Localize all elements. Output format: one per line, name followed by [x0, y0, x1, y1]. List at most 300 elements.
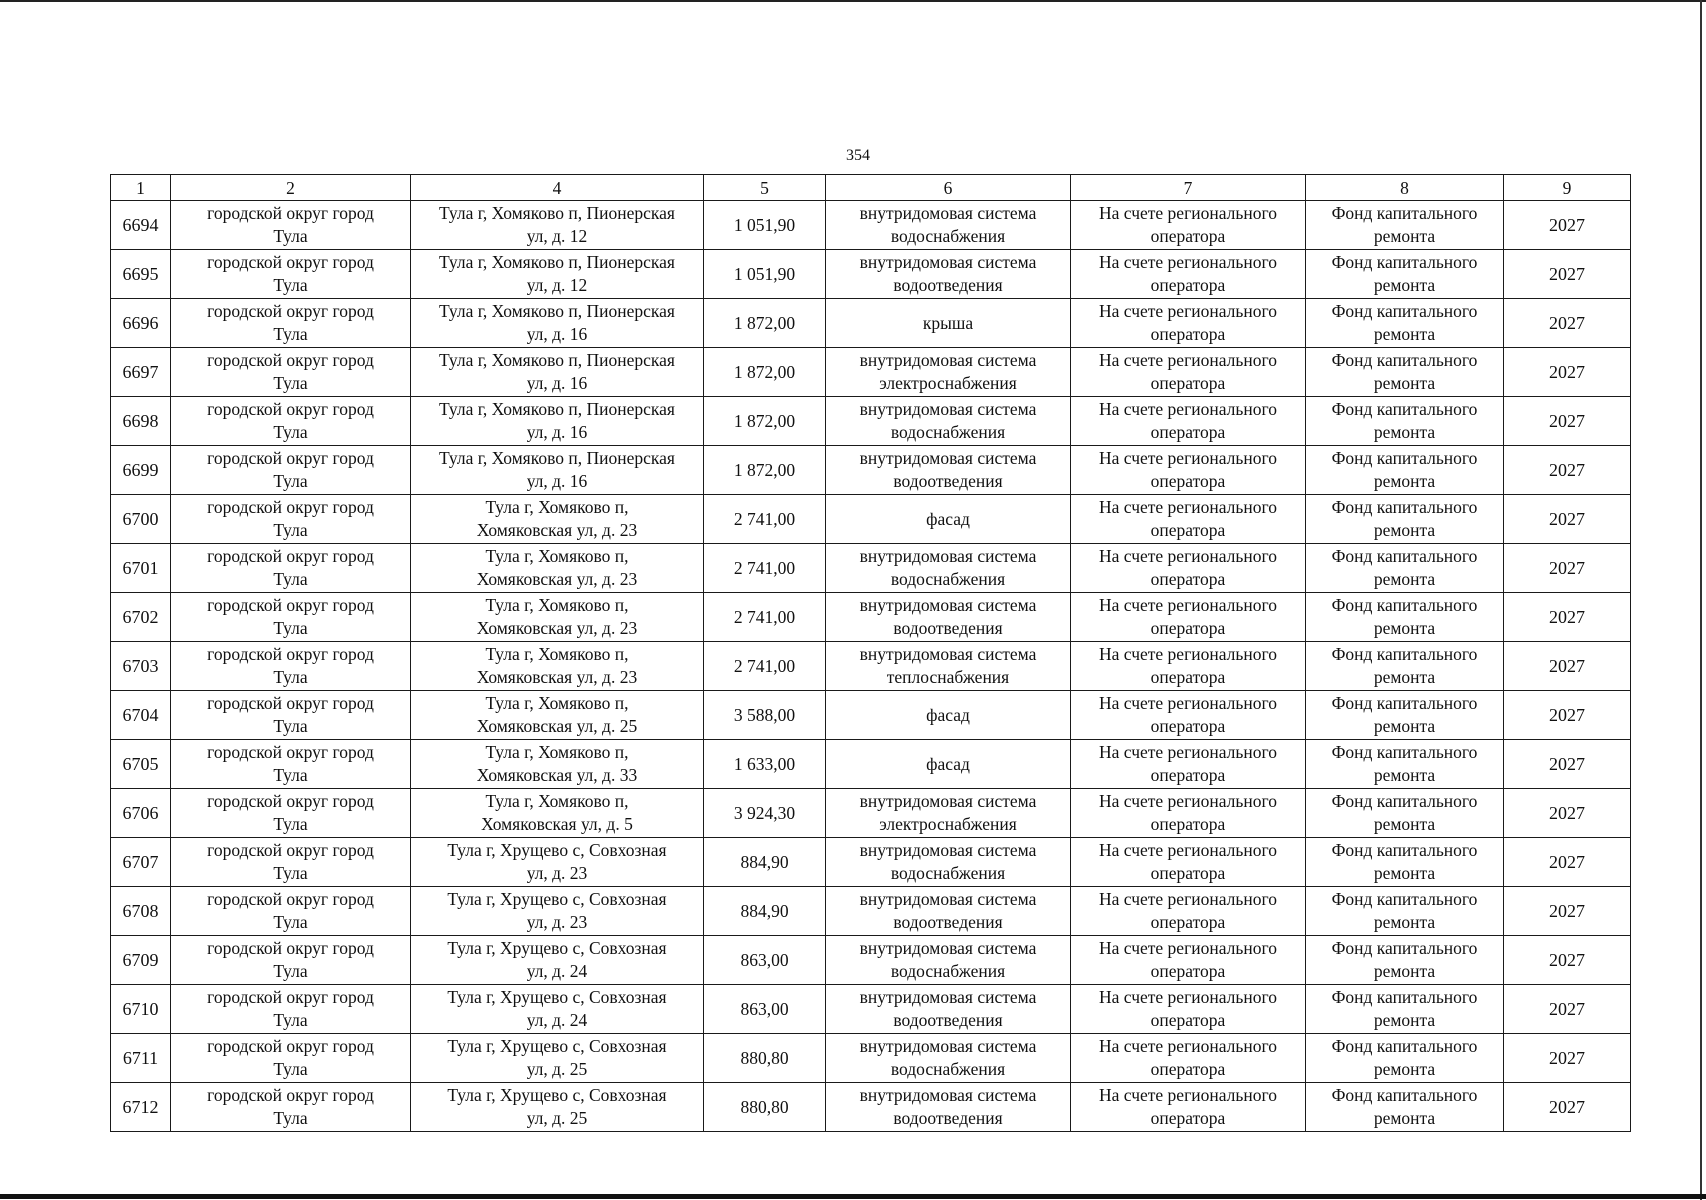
- cell-address: [411, 593, 704, 642]
- cell-funding-source-line: ремонта: [1373, 912, 1436, 932]
- cell-row-number: 6710: [111, 985, 171, 1034]
- cell-row-number: 6709: [111, 936, 171, 985]
- cell-address-line: ул, д. 23: [526, 863, 588, 883]
- cell-funding-source-line: Фонд капитального: [1331, 595, 1478, 615]
- cell-account-method-line: На счете регионального: [1099, 938, 1277, 958]
- table-row: [111, 1083, 1631, 1132]
- cell-work-type: [826, 348, 1071, 397]
- cell-row-number: 6697: [111, 348, 171, 397]
- cell-funding-source: [1306, 1034, 1504, 1083]
- cell-municipality-line: Тула: [273, 814, 308, 834]
- cell-area: 880,80: [704, 1034, 826, 1083]
- cell-account-method: [1071, 397, 1306, 446]
- cell-address-line: Хомяковская ул, д. 5: [481, 814, 633, 834]
- cell-account-method-line: оператора: [1150, 471, 1226, 491]
- cell-account-method: [1071, 985, 1306, 1034]
- table-row: [111, 397, 1631, 446]
- cell-account-method-line: На счете регионального: [1099, 791, 1277, 811]
- cell-account-method-line: На счете регионального: [1099, 1085, 1277, 1105]
- cell-area: 1 051,90: [704, 250, 826, 299]
- cell-address-line: ул, д. 25: [526, 1108, 588, 1128]
- cell-funding-source: [1306, 838, 1504, 887]
- cell-work-type-line: внутридомовая система: [859, 252, 1037, 272]
- cell-municipality: [171, 691, 411, 740]
- cell-municipality: [171, 838, 411, 887]
- cell-work-type-line: водоснабжения: [890, 569, 1006, 589]
- cell-work-type-line: водоснабжения: [890, 961, 1006, 981]
- table-row: [111, 348, 1631, 397]
- cell-work-type-line: фасад: [926, 704, 970, 725]
- repair-schedule-table: [110, 174, 1631, 1132]
- cell-work-type: [826, 936, 1071, 985]
- cell-account-method-line: На счете регионального: [1099, 546, 1277, 566]
- cell-account-method-line: оператора: [1150, 1108, 1226, 1128]
- cell-work-type-line: теплоснабжения: [886, 667, 1010, 687]
- cell-work-type-line: фасад: [926, 508, 970, 529]
- cell-account-method: [1071, 691, 1306, 740]
- cell-funding-source-line: ремонта: [1373, 569, 1436, 589]
- cell-funding-source-line: Фонд капитального: [1331, 301, 1478, 321]
- cell-year: 2027: [1504, 1034, 1631, 1083]
- cell-address: [411, 985, 704, 1034]
- cell-address: [411, 1034, 704, 1083]
- cell-address-line: ул, д. 23: [526, 912, 588, 932]
- cell-funding-source-line: Фонд капитального: [1331, 791, 1478, 811]
- cell-year: 2027: [1504, 250, 1631, 299]
- cell-address-line: Хомяковская ул, д. 23: [476, 667, 638, 687]
- cell-address: [411, 887, 704, 936]
- cell-area: 884,90: [704, 887, 826, 936]
- cell-municipality: [171, 985, 411, 1034]
- cell-address-line: Тула г, Хомяково п,: [485, 546, 629, 566]
- cell-work-type-line: водоотведения: [893, 912, 1003, 932]
- cell-address-line: Тула г, Хомяково п,: [485, 644, 629, 664]
- cell-year: 2027: [1504, 838, 1631, 887]
- cell-address-line: Тула г, Хрущево с, Совхозная: [447, 840, 667, 860]
- cell-municipality-line: городской округ город: [207, 889, 374, 909]
- cell-work-type: [826, 838, 1071, 887]
- cell-work-type-line: внутридомовая система: [859, 1085, 1037, 1105]
- cell-funding-source-line: Фонд капитального: [1331, 546, 1478, 566]
- cell-address-line: Тула г, Хомяково п, Пионерская: [439, 252, 675, 272]
- table-row: [111, 593, 1631, 642]
- cell-address: [411, 789, 704, 838]
- cell-municipality-line: городской округ город: [207, 448, 374, 468]
- cell-address: [411, 936, 704, 985]
- cell-funding-source-line: ремонта: [1373, 765, 1436, 785]
- cell-account-method-line: оператора: [1150, 716, 1226, 736]
- cell-account-method-line: оператора: [1150, 324, 1226, 344]
- cell-municipality-line: Тула: [273, 716, 308, 736]
- cell-municipality-line: Тула: [273, 961, 308, 981]
- header-row: [111, 175, 1631, 201]
- cell-address-line: Хомяковская ул, д. 33: [476, 765, 638, 785]
- cell-year: 2027: [1504, 593, 1631, 642]
- cell-account-method-line: На счете регионального: [1099, 595, 1277, 615]
- cell-funding-source-line: ремонта: [1373, 1010, 1436, 1030]
- cell-work-type-line: внутридомовая система: [859, 203, 1037, 223]
- cell-area: 863,00: [704, 985, 826, 1034]
- cell-account-method-line: оператора: [1150, 961, 1226, 981]
- column-header: 1: [111, 175, 171, 201]
- cell-account-method-line: оператора: [1150, 912, 1226, 932]
- table-row: [111, 495, 1631, 544]
- cell-address-line: ул, д. 24: [526, 961, 588, 981]
- table-header: [111, 175, 1631, 201]
- table-row: [111, 1034, 1631, 1083]
- cell-work-type-line: внутридомовая система: [859, 399, 1037, 419]
- cell-funding-source: [1306, 985, 1504, 1034]
- cell-work-type: [826, 201, 1071, 250]
- cell-account-method-line: На счете регионального: [1099, 350, 1277, 370]
- cell-funding-source: [1306, 446, 1504, 495]
- cell-year: 2027: [1504, 201, 1631, 250]
- cell-address-line: ул, д. 12: [526, 226, 588, 246]
- cell-funding-source-line: ремонта: [1373, 716, 1436, 736]
- cell-account-method: [1071, 789, 1306, 838]
- cell-funding-source: [1306, 691, 1504, 740]
- cell-funding-source-line: Фонд капитального: [1331, 497, 1478, 517]
- cell-address-line: Тула г, Хрущево с, Совхозная: [447, 1085, 667, 1105]
- cell-municipality: [171, 593, 411, 642]
- cell-account-method-line: На счете регионального: [1099, 889, 1277, 909]
- cell-address: [411, 201, 704, 250]
- cell-account-method: [1071, 936, 1306, 985]
- cell-funding-source-line: Фонд капитального: [1331, 840, 1478, 860]
- cell-address-line: ул, д. 12: [526, 275, 588, 295]
- cell-municipality-line: городской округ город: [207, 693, 374, 713]
- cell-account-method-line: На счете регионального: [1099, 840, 1277, 860]
- cell-year: 2027: [1504, 789, 1631, 838]
- cell-area: 3 924,30: [704, 789, 826, 838]
- cell-account-method: [1071, 1034, 1306, 1083]
- cell-work-type: [826, 1083, 1071, 1132]
- cell-work-type: [826, 887, 1071, 936]
- cell-funding-source: [1306, 887, 1504, 936]
- cell-year: 2027: [1504, 691, 1631, 740]
- cell-row-number: 6706: [111, 789, 171, 838]
- cell-account-method-line: На счете регионального: [1099, 987, 1277, 1007]
- cell-address-line: Тула г, Хомяково п, Пионерская: [439, 350, 675, 370]
- cell-account-method-line: На счете регионального: [1099, 742, 1277, 762]
- cell-year: 2027: [1504, 642, 1631, 691]
- cell-account-method-line: оператора: [1150, 1010, 1226, 1030]
- cell-address-line: Тула г, Хомяково п, Пионерская: [439, 399, 675, 419]
- cell-work-type: [826, 691, 1071, 740]
- cell-funding-source-line: Фонд капитального: [1331, 252, 1478, 272]
- cell-municipality: [171, 642, 411, 691]
- cell-area: 884,90: [704, 838, 826, 887]
- cell-work-type: [826, 593, 1071, 642]
- cell-row-number: 6700: [111, 495, 171, 544]
- cell-funding-source: [1306, 201, 1504, 250]
- page-number: 354: [846, 147, 870, 164]
- cell-row-number: 6695: [111, 250, 171, 299]
- cell-row-number: 6704: [111, 691, 171, 740]
- cell-row-number: 6707: [111, 838, 171, 887]
- cell-funding-source-line: Фонд капитального: [1331, 889, 1478, 909]
- cell-work-type-line: внутридомовая система: [859, 546, 1037, 566]
- cell-row-number: 6696: [111, 299, 171, 348]
- cell-account-method-line: На счете регионального: [1099, 448, 1277, 468]
- column-header: 6: [826, 175, 1071, 201]
- cell-row-number: 6702: [111, 593, 171, 642]
- cell-address-line: Тула г, Хомяково п,: [485, 497, 629, 517]
- cell-funding-source-line: Фонд капитального: [1331, 350, 1478, 370]
- cell-account-method: [1071, 544, 1306, 593]
- cell-address-line: Тула г, Хрущево с, Совхозная: [447, 938, 667, 958]
- cell-municipality-line: Тула: [273, 618, 308, 638]
- cell-account-method-line: На счете регионального: [1099, 203, 1277, 223]
- column-header: 8: [1306, 175, 1504, 201]
- cell-municipality-line: городской округ город: [207, 252, 374, 272]
- cell-row-number: 6708: [111, 887, 171, 936]
- cell-municipality-line: городской округ город: [207, 987, 374, 1007]
- cell-area: 863,00: [704, 936, 826, 985]
- cell-funding-source-line: ремонта: [1373, 961, 1436, 981]
- cell-municipality: [171, 495, 411, 544]
- cell-address-line: Тула г, Хомяково п,: [485, 791, 629, 811]
- cell-funding-source-line: ремонта: [1373, 324, 1436, 344]
- cell-municipality-line: городской округ город: [207, 791, 374, 811]
- cell-work-type-line: водоотведения: [893, 471, 1003, 491]
- cell-funding-source: [1306, 1083, 1504, 1132]
- cell-funding-source-line: Фонд капитального: [1331, 693, 1478, 713]
- column-header: 2: [171, 175, 411, 201]
- cell-municipality-line: городской округ город: [207, 399, 374, 419]
- cell-municipality-line: Тула: [273, 373, 308, 393]
- cell-work-type-line: водоснабжения: [890, 422, 1006, 442]
- cell-work-type-line: водоотведения: [893, 618, 1003, 638]
- cell-municipality-line: Тула: [273, 226, 308, 246]
- cell-account-method-line: оператора: [1150, 814, 1226, 834]
- cell-account-method: [1071, 1083, 1306, 1132]
- table-row: [111, 544, 1631, 593]
- cell-funding-source: [1306, 299, 1504, 348]
- cell-municipality-line: Тула: [273, 422, 308, 442]
- cell-municipality: [171, 201, 411, 250]
- cell-work-type-line: внутридомовая система: [859, 938, 1037, 958]
- cell-work-type-line: крыша: [922, 312, 974, 333]
- cell-municipality-line: городской округ город: [207, 938, 374, 958]
- cell-municipality-line: Тула: [273, 1108, 308, 1128]
- cell-municipality-line: Тула: [273, 324, 308, 344]
- cell-area: 1 051,90: [704, 201, 826, 250]
- table-row: [111, 299, 1631, 348]
- cell-municipality: [171, 397, 411, 446]
- cell-work-type-line: водоотведения: [893, 1108, 1003, 1128]
- cell-area: 2 741,00: [704, 544, 826, 593]
- cell-year: 2027: [1504, 985, 1631, 1034]
- cell-area: 1 872,00: [704, 348, 826, 397]
- cell-funding-source: [1306, 936, 1504, 985]
- cell-address-line: Тула г, Хомяково п,: [485, 742, 629, 762]
- cell-year: 2027: [1504, 397, 1631, 446]
- cell-funding-source: [1306, 789, 1504, 838]
- cell-municipality-line: Тула: [273, 667, 308, 687]
- cell-address-line: ул, д. 25: [526, 1059, 588, 1079]
- cell-address-line: Хомяковская ул, д. 23: [476, 618, 638, 638]
- cell-row-number: 6703: [111, 642, 171, 691]
- cell-work-type-line: водоснабжения: [890, 863, 1006, 883]
- cell-account-method-line: На счете регионального: [1099, 497, 1277, 517]
- cell-row-number: 6711: [111, 1034, 171, 1083]
- cell-account-method-line: На счете регионального: [1099, 252, 1277, 272]
- cell-address-line: Хомяковская ул, д. 23: [476, 569, 638, 589]
- cell-address: [411, 642, 704, 691]
- cell-work-type-line: водоотведения: [893, 1010, 1003, 1030]
- cell-account-method-line: На счете регионального: [1099, 644, 1277, 664]
- cell-work-type: [826, 1034, 1071, 1083]
- cell-funding-source: [1306, 250, 1504, 299]
- cell-funding-source: [1306, 593, 1504, 642]
- cell-work-type-line: водоотведения: [893, 275, 1003, 295]
- cell-municipality-line: Тула: [273, 1059, 308, 1079]
- cell-address-line: Тула г, Хрущево с, Совхозная: [447, 987, 667, 1007]
- cell-municipality-line: городской округ город: [207, 497, 374, 517]
- cell-work-type-line: электроснабжения: [879, 373, 1017, 393]
- cell-municipality: [171, 299, 411, 348]
- cell-funding-source-line: Фонд капитального: [1331, 644, 1478, 664]
- cell-work-type: [826, 544, 1071, 593]
- column-header: 4: [411, 175, 704, 201]
- cell-work-type: [826, 446, 1071, 495]
- cell-address-line: Тула г, Хрущево с, Совхозная: [447, 889, 667, 909]
- cell-address: [411, 691, 704, 740]
- cell-address-line: ул, д. 16: [526, 471, 588, 491]
- cell-funding-source-line: Фонд капитального: [1331, 203, 1478, 223]
- cell-municipality: [171, 789, 411, 838]
- cell-year: 2027: [1504, 299, 1631, 348]
- column-header: 5: [704, 175, 826, 201]
- page-right-border: [1700, 0, 1702, 1200]
- cell-work-type: [826, 740, 1071, 789]
- cell-account-method: [1071, 593, 1306, 642]
- cell-funding-source-line: Фонд капитального: [1331, 1085, 1478, 1105]
- cell-municipality: [171, 544, 411, 593]
- cell-address: [411, 348, 704, 397]
- cell-work-type-line: фасад: [926, 753, 970, 774]
- cell-address-line: Хомяковская ул, д. 23: [476, 520, 638, 540]
- cell-account-method: [1071, 838, 1306, 887]
- cell-funding-source-line: Фонд капитального: [1331, 1036, 1478, 1056]
- cell-municipality: [171, 348, 411, 397]
- cell-work-type-line: внутридомовая система: [859, 791, 1037, 811]
- cell-address: [411, 397, 704, 446]
- table-row: [111, 887, 1631, 936]
- cell-year: 2027: [1504, 740, 1631, 789]
- cell-work-type: [826, 299, 1071, 348]
- cell-account-method-line: оператора: [1150, 226, 1226, 246]
- cell-address: [411, 299, 704, 348]
- cell-work-type: [826, 495, 1071, 544]
- cell-municipality-line: городской округ город: [207, 203, 374, 223]
- cell-municipality-line: городской округ город: [207, 644, 374, 664]
- cell-municipality-line: городской округ город: [207, 546, 374, 566]
- cell-account-method: [1071, 348, 1306, 397]
- cell-municipality: [171, 250, 411, 299]
- cell-municipality: [171, 887, 411, 936]
- cell-municipality-line: Тула: [273, 863, 308, 883]
- cell-municipality-line: городской округ город: [207, 301, 374, 321]
- cell-area: 2 741,00: [704, 593, 826, 642]
- cell-funding-source-line: Фонд капитального: [1331, 399, 1478, 419]
- cell-year: 2027: [1504, 348, 1631, 397]
- cell-address-line: Тула г, Хомяково п, Пионерская: [439, 301, 675, 321]
- cell-funding-source-line: ремонта: [1373, 520, 1436, 540]
- table-row: [111, 691, 1631, 740]
- table-row: [111, 642, 1631, 691]
- cell-address-line: ул, д. 16: [526, 422, 588, 442]
- cell-work-type-line: электроснабжения: [879, 814, 1017, 834]
- cell-account-method-line: оператора: [1150, 863, 1226, 883]
- cell-year: 2027: [1504, 1083, 1631, 1132]
- cell-municipality-line: Тула: [273, 912, 308, 932]
- cell-funding-source: [1306, 495, 1504, 544]
- cell-municipality-line: городской округ город: [207, 1036, 374, 1056]
- cell-address-line: ул, д. 24: [526, 1010, 588, 1030]
- cell-row-number: 6705: [111, 740, 171, 789]
- page-top-border: [0, 0, 1706, 2]
- cell-funding-source-line: ремонта: [1373, 226, 1436, 246]
- cell-year: 2027: [1504, 544, 1631, 593]
- cell-address: [411, 544, 704, 593]
- cell-year: 2027: [1504, 495, 1631, 544]
- table-row: [111, 201, 1631, 250]
- cell-funding-source-line: Фонд капитального: [1331, 742, 1478, 762]
- cell-row-number: 6694: [111, 201, 171, 250]
- cell-work-type: [826, 642, 1071, 691]
- cell-area: 2 741,00: [704, 642, 826, 691]
- cell-address: [411, 1083, 704, 1132]
- cell-municipality: [171, 1034, 411, 1083]
- cell-account-method-line: оператора: [1150, 1059, 1226, 1079]
- cell-year: 2027: [1504, 446, 1631, 495]
- cell-account-method-line: На счете регионального: [1099, 1036, 1277, 1056]
- cell-account-method-line: На счете регионального: [1099, 693, 1277, 713]
- cell-address-line: Тула г, Хомяково п, Пионерская: [439, 448, 675, 468]
- cell-funding-source-line: ремонта: [1373, 618, 1436, 638]
- cell-municipality-line: Тула: [273, 275, 308, 295]
- cell-funding-source-line: ремонта: [1373, 1108, 1436, 1128]
- cell-municipality-line: Тула: [273, 1010, 308, 1030]
- cell-account-method: [1071, 201, 1306, 250]
- cell-account-method-line: На счете регионального: [1099, 399, 1277, 419]
- cell-address-line: ул, д. 16: [526, 324, 588, 344]
- cell-work-type: [826, 250, 1071, 299]
- cell-year: 2027: [1504, 887, 1631, 936]
- cell-funding-source: [1306, 348, 1504, 397]
- cell-account-method-line: оператора: [1150, 667, 1226, 687]
- cell-work-type-line: внутридомовая система: [859, 889, 1037, 909]
- cell-address-line: Тула г, Хомяково п,: [485, 595, 629, 615]
- cell-work-type-line: водоснабжения: [890, 226, 1006, 246]
- cell-work-type-line: внутридомовая система: [859, 1036, 1037, 1056]
- cell-address: [411, 250, 704, 299]
- cell-funding-source-line: ремонта: [1373, 422, 1436, 442]
- cell-year: 2027: [1504, 936, 1631, 985]
- cell-address: [411, 838, 704, 887]
- cell-area: 1 872,00: [704, 299, 826, 348]
- cell-row-number: 6699: [111, 446, 171, 495]
- cell-account-method-line: оператора: [1150, 275, 1226, 295]
- cell-work-type-line: внутридомовая система: [859, 350, 1037, 370]
- cell-address-line: Тула г, Хомяково п,: [485, 693, 629, 713]
- table-row: [111, 250, 1631, 299]
- cell-municipality: [171, 936, 411, 985]
- cell-account-method-line: оператора: [1150, 569, 1226, 589]
- cell-funding-source-line: Фонд капитального: [1331, 448, 1478, 468]
